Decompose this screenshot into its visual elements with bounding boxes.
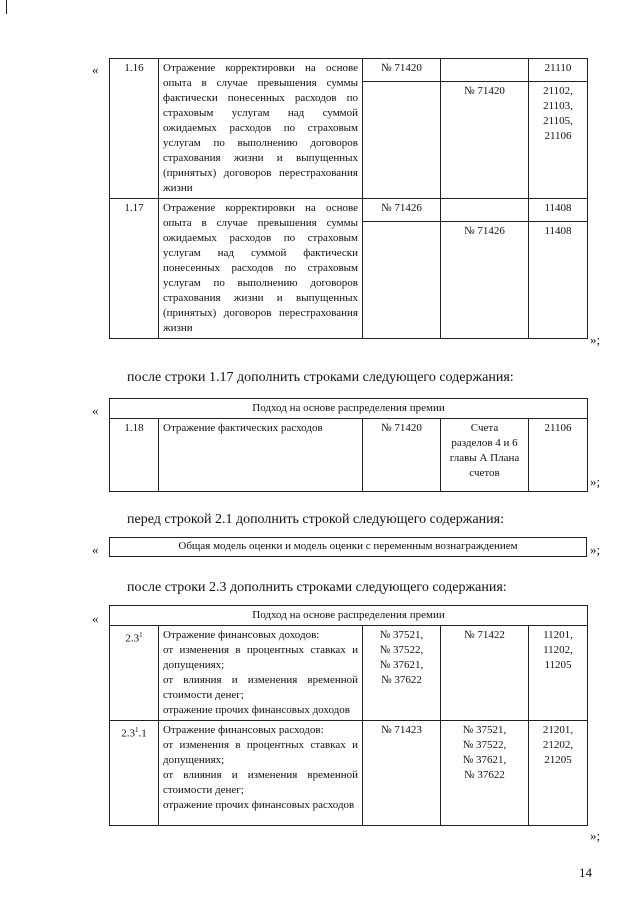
closing-quote: »;	[590, 542, 601, 557]
symbol-code: 21106	[529, 419, 588, 492]
debit-account	[363, 82, 441, 199]
accounts-table-2	[109, 398, 588, 492]
instruction-paragraph: после строки 1.17 дополнить строками следующего содержания:	[127, 370, 514, 385]
symbol-code: 21201, 21202, 21205	[529, 721, 588, 826]
credit-account: № 37521, № 37522, № 37621, № 37622	[441, 721, 529, 826]
row-description: Отражение финансовых расходов: от изменения в процентных ставках и допущениях; от влияния и изменения временной стоимости денег; отражение прочих финансовых расходов	[159, 721, 363, 826]
table-header-row	[110, 399, 588, 419]
accounts-table-4	[109, 605, 588, 826]
credit-account: № 71426	[441, 222, 529, 339]
table-header-row	[110, 606, 588, 626]
closing-quote: »;	[590, 474, 601, 489]
row-number-superscript: 1	[135, 726, 139, 734]
credit-account	[441, 59, 529, 82]
page-number: 14	[579, 865, 592, 880]
credit-account: № 71420	[441, 82, 529, 199]
debit-account: № 37521, № 37522, № 37621, № 37622	[363, 626, 441, 721]
row-number	[110, 721, 159, 826]
row-description: Отражение фактических расходов	[159, 419, 363, 492]
accounts-table-1	[109, 58, 588, 339]
row-description: Отражение корректировки на основе опыта в случае превышения суммы фактически понесенных расходов по страховым услугам над суммой ожидаемых расходов по страховым услугам по выполнению договоров страхования жизни и выпущенных (принятых) договоров перестрахования жизни	[159, 59, 363, 199]
table-row	[110, 199, 588, 222]
closing-quote: »;	[590, 332, 601, 347]
row-number: 1.18	[110, 419, 159, 492]
instruction-paragraph: перед строкой 2.1 дополнить строкой следующего содержания:	[127, 512, 504, 527]
symbol-code: 11408	[529, 199, 588, 222]
section-header: Подход на основе распределения премии	[110, 399, 588, 419]
symbol-code: 11408	[529, 222, 588, 339]
symbol-code: 21110	[529, 59, 588, 82]
opening-quote: «	[92, 403, 99, 418]
row-number-main: 2.3	[125, 632, 140, 645]
table-row	[110, 59, 588, 82]
closing-quote: »;	[590, 828, 601, 843]
debit-account: № 71420	[363, 419, 441, 492]
debit-account: № 71420	[363, 59, 441, 82]
section-header-box: Общая модель оценки и модель оценки с переменным вознаграждением	[109, 537, 587, 557]
row-number-main: 2.3	[121, 727, 135, 740]
section-header: Подход на основе распределения премии	[110, 606, 588, 626]
row-description: Отражение корректировки на основе опыта в случае превышения суммы ожидаемых расходов по страховым услугам над суммой фактически понесенных расходов по страховым услугам по выполнению договоров страхования жизни и выпущенных (принятых) договоров перестрахования жизни	[159, 199, 363, 339]
credit-account: № 71422	[441, 626, 529, 721]
opening-quote: «	[92, 611, 99, 626]
table-row	[110, 419, 588, 492]
opening-quote: «	[92, 62, 99, 77]
symbol-code: 11201, 11202, 11205	[529, 626, 588, 721]
instruction-paragraph: после строки 2.3 дополнить строками следующего содержания:	[127, 580, 507, 595]
debit-account	[363, 222, 441, 339]
row-number	[110, 626, 159, 721]
opening-quote: «	[92, 542, 99, 557]
symbol-code: 21102, 21103, 21105, 21106	[529, 82, 588, 199]
debit-account: № 71423	[363, 721, 441, 826]
table-row	[110, 721, 588, 826]
row-number: 1.17	[110, 199, 159, 339]
debit-account: № 71426	[363, 199, 441, 222]
margin-mark	[6, 0, 7, 14]
row-description: Отражение финансовых доходов: от изменения в процентных ставках и допущениях; от влияния и изменения временной стоимости денег; отражение прочих финансовых доходов	[159, 626, 363, 721]
row-number-superscript: 1	[139, 631, 143, 639]
credit-account: Счета разделов 4 и 6 главы А Плана счетов	[441, 419, 529, 492]
row-number-suffix: .1	[138, 727, 147, 740]
row-number: 1.16	[110, 59, 159, 199]
credit-account	[441, 199, 529, 222]
table-row	[110, 626, 588, 721]
